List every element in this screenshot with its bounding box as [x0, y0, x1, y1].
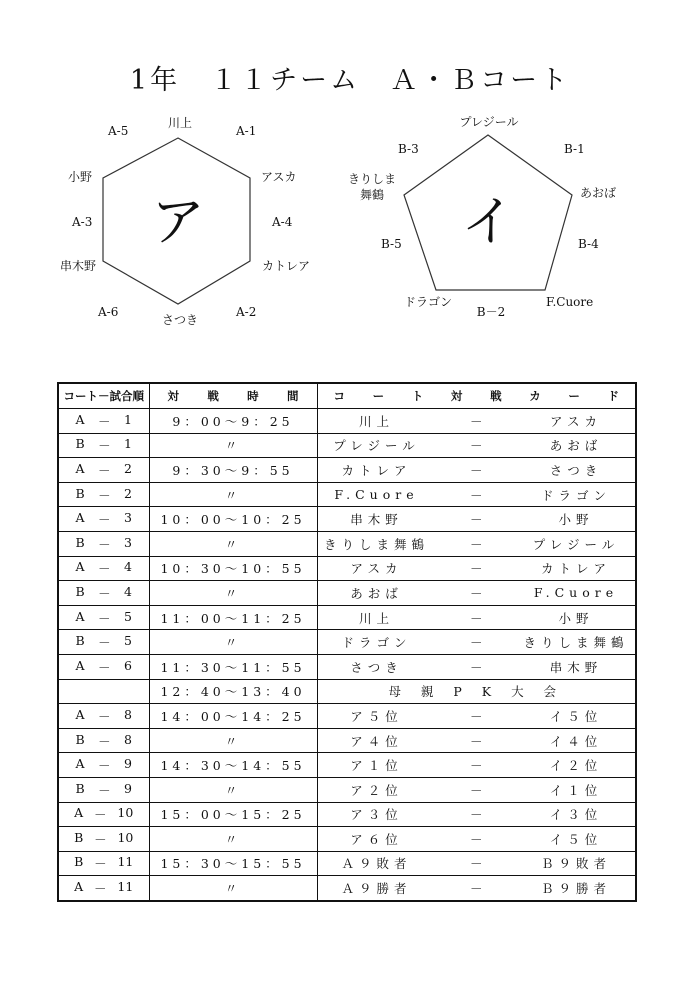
court-letter: A: [75, 608, 85, 624]
hex-edge-label: A-4: [272, 215, 293, 229]
court-dash: －: [98, 782, 111, 798]
header-card-char: 戦: [490, 389, 502, 403]
court-order-cell: [58, 728, 149, 753]
court-dash: －: [94, 856, 107, 872]
team-home: アスカ: [350, 561, 403, 577]
match-card-cell: [317, 581, 636, 606]
court-order-cell: [58, 630, 149, 655]
court-dash: －: [98, 708, 111, 724]
match-card-cell: [317, 654, 636, 679]
team-home: ア５位: [350, 708, 403, 724]
match-card-cell: [317, 851, 636, 876]
table-row: [58, 409, 636, 434]
match-card-cell: [317, 458, 636, 483]
match-number: 5: [124, 608, 132, 624]
team-away: プレジール: [532, 536, 620, 552]
court-order-cell: [58, 507, 149, 532]
court-dash: －: [98, 512, 111, 528]
versus-dash: －: [469, 782, 483, 798]
versus-dash: －: [469, 708, 483, 724]
header-card: [317, 383, 636, 409]
match-schedule-table: [57, 382, 637, 902]
pent-diagram: [348, 115, 616, 319]
pent-edge-label: B-5: [381, 237, 402, 251]
court-order-cell: [58, 482, 149, 507]
table-row: [58, 753, 636, 778]
team-home: F.Cuore: [334, 487, 419, 503]
header-court-order: コート－試合順: [58, 383, 149, 409]
pent-team-label: プレジール: [459, 115, 519, 129]
match-card-cell: [317, 531, 636, 556]
table-row: [58, 777, 636, 802]
match-card-cell: [317, 556, 636, 581]
table-row: [58, 556, 636, 581]
match-card-cell: [317, 802, 636, 827]
match-card-cell: [317, 482, 636, 507]
court-dash: －: [98, 659, 111, 675]
team-away: ドラゴン: [540, 487, 611, 503]
match-number: 4: [124, 583, 132, 599]
header-time-char: 戦: [207, 389, 219, 403]
team-away: イ５位: [549, 708, 603, 724]
match-time-cell: 12：40～13：40: [149, 679, 317, 704]
court-dash: －: [98, 635, 111, 651]
pent-edge-label: B-1: [564, 142, 585, 156]
court-order-cell: [58, 531, 149, 556]
team-away: Ｂ９勝者: [540, 881, 611, 897]
table-row: [58, 507, 636, 532]
pent-team-label: F.Cuore: [546, 295, 594, 309]
team-away: Ｂ９敗者: [540, 856, 611, 872]
court-dash: －: [98, 462, 111, 478]
match-time-cell: 〃: [149, 531, 317, 556]
court-order-cell: [58, 802, 149, 827]
court-order-cell: [58, 827, 149, 852]
match-card-cell: [317, 433, 636, 458]
table-row: [58, 630, 636, 655]
match-card-cell: [317, 409, 636, 434]
header-card-char: カ: [529, 389, 541, 403]
team-home: ア６位: [350, 831, 403, 847]
team-home: ア１位: [350, 758, 403, 774]
court-order-cell: [58, 581, 149, 606]
court-letter: A: [75, 510, 85, 526]
match-time-cell: 〃: [149, 827, 317, 852]
hex-edge-label: A-2: [236, 305, 257, 319]
court-letter: B: [75, 534, 85, 550]
team-away: 小野: [558, 610, 594, 626]
team-away: 小野: [558, 512, 594, 528]
match-number: 1: [124, 436, 132, 452]
hex-edge-label: A-1: [236, 124, 257, 138]
event-label: 母 親 P K 大 会: [388, 684, 565, 700]
team-away: カトレア: [540, 561, 611, 577]
court-diagrams: [0, 0, 700, 360]
match-card-cell: [317, 507, 636, 532]
court-dash: －: [98, 610, 111, 626]
versus-dash: －: [469, 561, 483, 577]
table-row: [58, 728, 636, 753]
match-time-cell: 10：00～10：25: [149, 507, 317, 532]
pent-team-label: ドラゴン: [403, 295, 453, 309]
court-dash: －: [98, 487, 111, 503]
hex-edge-label: A-5: [108, 124, 129, 138]
table-row: [58, 605, 636, 630]
court-dash: －: [94, 881, 107, 897]
team-home: Ａ９敗者: [341, 856, 412, 872]
versus-dash: －: [469, 831, 483, 847]
match-card-cell: [317, 704, 636, 729]
match-number: 4: [124, 559, 132, 575]
court-order-cell: [58, 777, 149, 802]
hex-team-label: カトレア: [262, 259, 311, 273]
team-home: あおば: [350, 585, 403, 601]
versus-dash: －: [469, 733, 483, 749]
match-number: 10: [117, 829, 134, 845]
team-away: イ４位: [549, 733, 603, 749]
court-order-cell: [58, 605, 149, 630]
header-card-char: ド: [607, 389, 619, 403]
court-order-cell: [58, 556, 149, 581]
hex-edge-label: A-6: [98, 305, 119, 319]
team-home: ドラゴン: [341, 635, 412, 651]
court-order-cell: [58, 753, 149, 778]
header-time-char: 間: [286, 389, 299, 403]
page-title: 1年 １１チーム Ａ・Ｂコート: [129, 65, 571, 96]
header-card-char: コ: [333, 389, 345, 403]
team-away: イ５位: [549, 831, 603, 847]
match-time-cell: 11：30～11：55: [149, 654, 317, 679]
table-header-row: [58, 383, 636, 409]
header-time-char: 対: [167, 389, 179, 403]
pent-edge-label: B-4: [578, 237, 599, 251]
match-card-cell: [317, 605, 636, 630]
team-home: ア２位: [350, 782, 403, 798]
team-away: イ２位: [549, 758, 603, 774]
hex-team-label: 小野: [67, 170, 92, 184]
court-letter: A: [75, 657, 85, 673]
versus-dash: －: [469, 856, 483, 872]
match-time-cell: 〃: [149, 581, 317, 606]
hex-team-label: アスカ: [261, 170, 297, 184]
court-letter: B: [75, 583, 85, 599]
versus-dash: －: [469, 758, 483, 774]
match-time-cell: 14：00～14：25: [149, 704, 317, 729]
team-away: アスカ: [549, 413, 602, 429]
table-row: [58, 482, 636, 507]
court-order-cell: [58, 876, 149, 901]
team-home: カトレア: [341, 462, 412, 478]
header-card-char: ー: [372, 389, 385, 403]
court-dash: －: [98, 758, 111, 774]
team-away: F.Cuore: [533, 585, 619, 601]
pent-center-label: イ: [461, 190, 515, 253]
table-row: [58, 433, 636, 458]
match-number: 8: [124, 731, 132, 747]
court-letter: B: [75, 485, 85, 501]
court-letter: B: [75, 731, 85, 747]
hex-edge-label: A-3: [72, 215, 93, 229]
versus-dash: －: [469, 413, 483, 429]
match-time-cell: 〃: [149, 777, 317, 802]
header-card-char: ー: [568, 389, 580, 403]
court-letter: A: [75, 559, 85, 575]
team-home: 川上: [358, 610, 394, 626]
court-order-cell: [58, 458, 149, 483]
pent-edge-label: B－2: [476, 305, 506, 319]
team-away: さつき: [549, 462, 603, 478]
match-number: 6: [124, 657, 132, 673]
header-card-char: ト: [411, 389, 424, 403]
versus-dash: －: [469, 881, 483, 897]
hex-team-label: 川上: [167, 116, 193, 130]
header-time-char: 時: [247, 389, 259, 403]
team-home: ア４位: [350, 733, 403, 749]
versus-dash: －: [469, 487, 483, 503]
table-row: [58, 704, 636, 729]
match-time-cell: 〃: [149, 433, 317, 458]
table-row: [58, 827, 636, 852]
match-card-cell: [317, 630, 636, 655]
team-home: 串木野: [350, 512, 403, 528]
match-number: 2: [124, 485, 132, 501]
team-home: きりしま舞鶴: [323, 536, 429, 552]
match-time-cell: 〃: [149, 482, 317, 507]
match-time-cell: 11：00～11：25: [149, 605, 317, 630]
match-number: 5: [124, 633, 132, 649]
header-card-char: 対: [450, 389, 463, 403]
match-card-cell: [317, 827, 636, 852]
team-away: あおば: [549, 438, 603, 454]
table-row: [58, 654, 636, 679]
match-number: 3: [124, 534, 132, 550]
match-card-cell: [317, 876, 636, 901]
match-number: 10: [117, 805, 134, 821]
match-number: 8: [124, 706, 132, 722]
match-time-cell: 9：00～9：25: [149, 409, 317, 434]
court-dash: －: [98, 536, 111, 552]
pent-edge-label: B-3: [398, 142, 419, 156]
match-number: 9: [124, 780, 132, 796]
table-row: [58, 679, 636, 704]
team-away: イ１位: [549, 782, 603, 798]
court-letter: B: [75, 633, 85, 649]
table-row: [58, 531, 636, 556]
match-card-cell: [317, 777, 636, 802]
court-letter: B: [74, 854, 84, 870]
versus-dash: －: [469, 536, 483, 552]
court-letter: A: [74, 805, 84, 821]
court-letter: A: [75, 706, 85, 722]
match-number: 3: [124, 510, 132, 526]
team-away: きりしま舞鶴: [523, 635, 629, 651]
match-card-cell: [317, 753, 636, 778]
court-letter: A: [75, 756, 85, 772]
match-time-cell: 15：00～15：25: [149, 802, 317, 827]
table-row: [58, 851, 636, 876]
court-order-cell: [58, 654, 149, 679]
match-card-cell: [317, 679, 636, 704]
team-home: さつき: [350, 659, 403, 675]
match-number: 2: [124, 460, 132, 476]
hex-team-label: 串木野: [59, 259, 96, 273]
pent-team-label: 舞鶴: [359, 188, 385, 202]
match-number: 11: [117, 879, 134, 895]
team-away: イ３位: [549, 807, 603, 823]
versus-dash: －: [469, 462, 483, 478]
court-dash: －: [98, 561, 111, 577]
court-letter: A: [74, 879, 84, 895]
court-letter: B: [74, 829, 84, 845]
match-time-cell: 14：30～14：55: [149, 753, 317, 778]
court-dash: －: [98, 413, 111, 429]
hex-team-label: さつき: [161, 313, 199, 327]
hex-diagram: [60, 115, 310, 327]
court-dash: －: [94, 807, 107, 823]
pent-team-label: きりしま: [347, 172, 397, 186]
court-dash: －: [98, 733, 111, 749]
versus-dash: －: [469, 807, 483, 823]
table-row: [58, 876, 636, 901]
court-order-cell: [58, 851, 149, 876]
court-letter: B: [75, 436, 85, 452]
versus-dash: －: [469, 610, 483, 626]
versus-dash: －: [469, 659, 483, 675]
table-row: [58, 802, 636, 827]
match-card-cell: [317, 728, 636, 753]
hex-center-label: ア: [151, 190, 205, 253]
team-home: ア３位: [350, 807, 403, 823]
header-time: [149, 383, 317, 409]
match-time-cell: 9：30～9：55: [149, 458, 317, 483]
versus-dash: －: [469, 438, 483, 454]
court-dash: －: [98, 438, 111, 454]
match-number: 9: [124, 756, 132, 772]
court-order-cell: [58, 409, 149, 434]
court-order-cell: [58, 704, 149, 729]
court-letter: A: [75, 460, 85, 476]
versus-dash: －: [469, 512, 483, 528]
versus-dash: －: [469, 585, 483, 601]
court-order-cell: [58, 679, 149, 704]
table-row: [58, 458, 636, 483]
match-number: 11: [117, 854, 134, 870]
match-time-cell: 〃: [149, 876, 317, 901]
court-order-cell: [58, 433, 149, 458]
team-home: 川上: [358, 413, 394, 429]
pent-team-label: あおば: [580, 186, 617, 200]
match-time-cell: 〃: [149, 630, 317, 655]
versus-dash: －: [469, 635, 483, 651]
court-letter: B: [75, 780, 85, 796]
team-home: Ａ９勝者: [341, 881, 412, 897]
table-row: [58, 581, 636, 606]
match-time-cell: 10：30～10：55: [149, 556, 317, 581]
match-time-cell: 〃: [149, 728, 317, 753]
court-dash: －: [94, 831, 107, 847]
court-dash: －: [98, 585, 111, 601]
match-number: 1: [124, 411, 132, 427]
match-time-cell: 15：30～15：55: [149, 851, 317, 876]
team-away: 串木野: [549, 659, 603, 675]
court-letter: A: [75, 411, 85, 427]
team-home: プレジール: [333, 438, 420, 454]
